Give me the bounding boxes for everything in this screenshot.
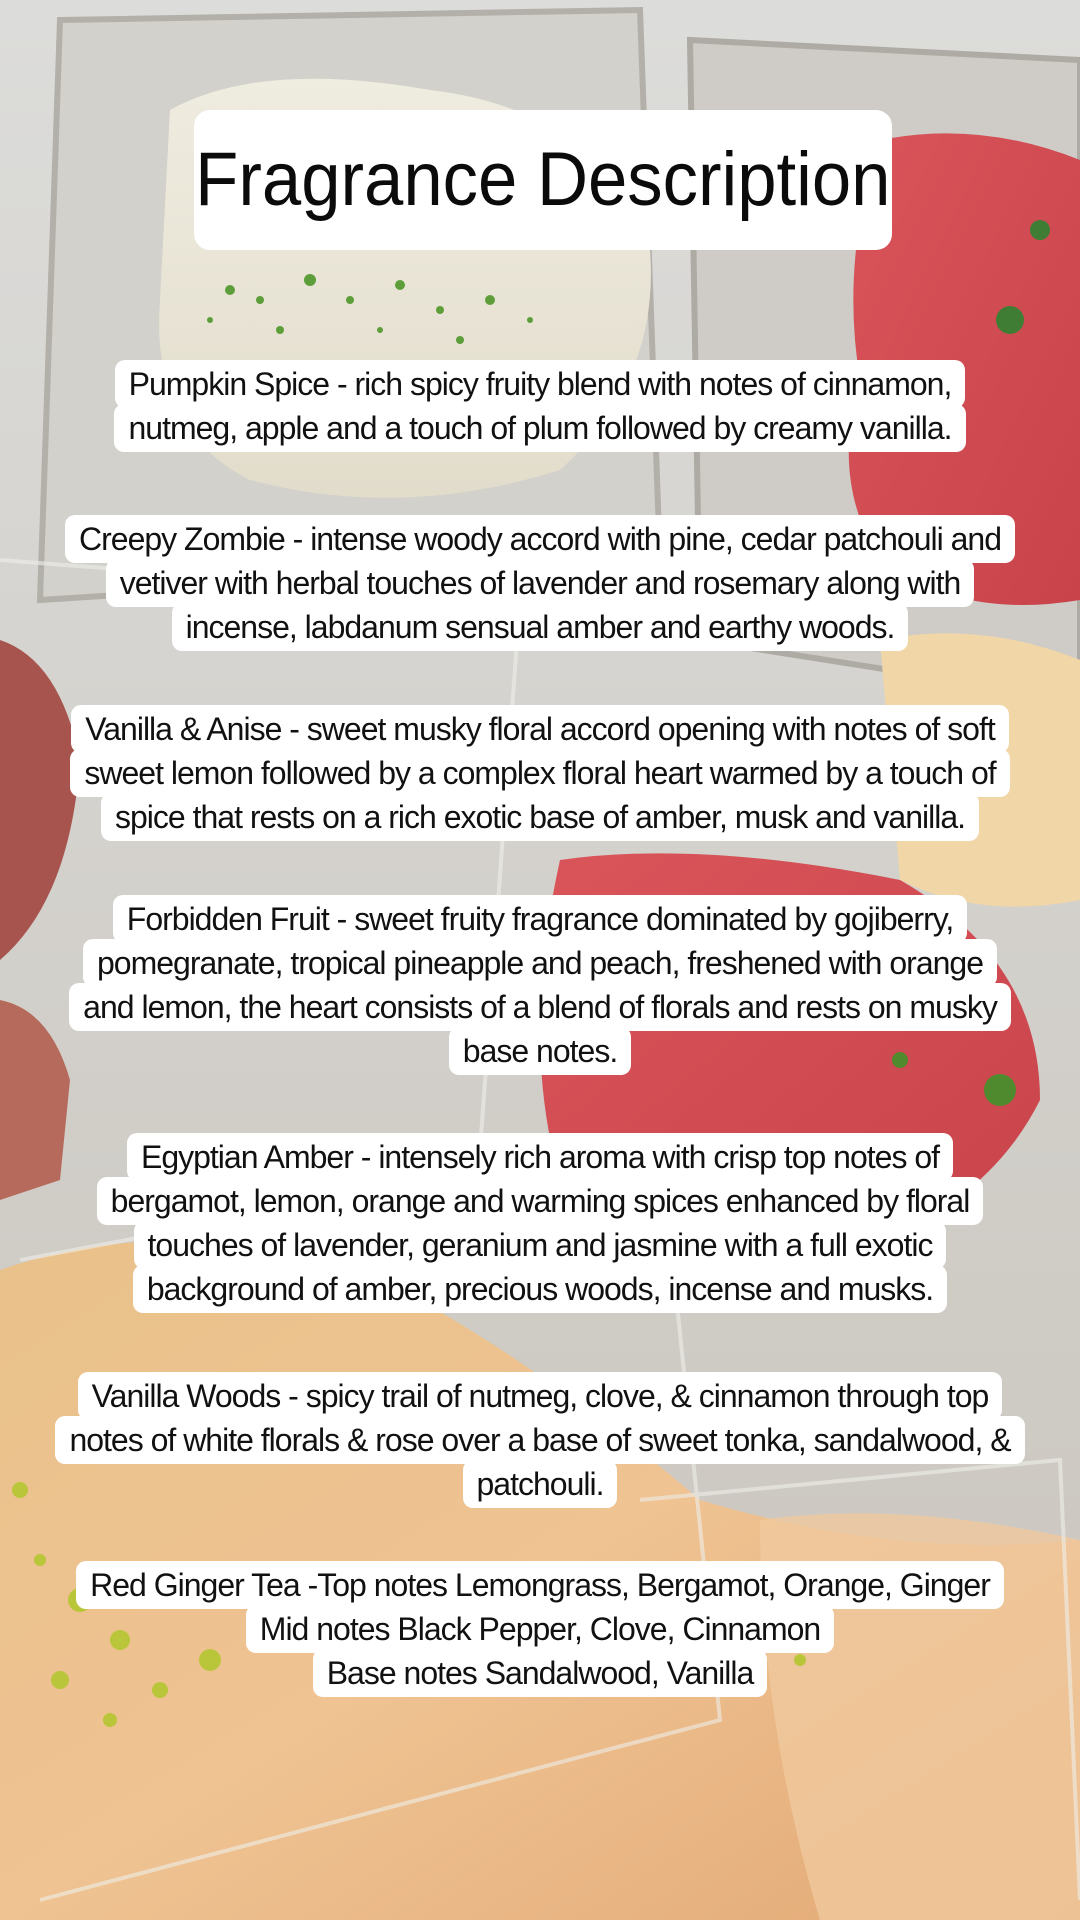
description-line: Base notes Sandalwood, Vanilla <box>313 1649 768 1697</box>
description-line: notes of white florals & rose over a base of sweet tonka, sandalwood, & <box>55 1416 1024 1464</box>
fragrance-description-vanilla-woods <box>40 1372 1040 1508</box>
description-line: Pumpkin Spice - rich spicy fruity blend with notes of cinnamon, <box>115 360 966 408</box>
description-line: incense, labdanum sensual amber and earthy woods. <box>172 603 909 651</box>
page-title: Fragrance Description <box>195 137 891 222</box>
fragrance-description-pumpkin-spice <box>40 360 1040 452</box>
description-line: vetiver with herbal touches of lavender and rosemary along with <box>106 559 975 607</box>
description-line: Vanilla Woods - spicy trail of nutmeg, clove, & cinnamon through top <box>78 1372 1003 1420</box>
fragrance-description-forbidden-fruit <box>40 895 1040 1075</box>
fragrance-description-red-ginger-tea <box>40 1561 1040 1697</box>
description-line: sweet lemon followed by a complex floral heart warmed by a touch of <box>70 749 1009 797</box>
description-line: patchouli. <box>463 1460 618 1508</box>
description-line: Vanilla & Anise - sweet musky floral accord opening with notes of soft <box>71 705 1008 753</box>
description-line: base notes. <box>449 1027 631 1075</box>
description-line: bergamot, lemon, orange and warming spices enhanced by floral <box>97 1177 984 1225</box>
description-line: Forbidden Fruit - sweet fruity fragrance dominated by gojiberry, <box>113 895 967 943</box>
title-box <box>194 110 892 250</box>
description-line: Egyptian Amber - intensely rich aroma with crisp top notes of <box>127 1133 953 1181</box>
description-line: Red Ginger Tea -Top notes Lemongrass, Bergamot, Orange, Ginger <box>76 1561 1004 1609</box>
description-line: Mid notes Black Pepper, Clove, Cinnamon <box>246 1605 834 1653</box>
description-line: spice that rests on a rich exotic base of amber, musk and vanilla. <box>101 793 979 841</box>
description-line: pomegranate, tropical pineapple and peach, freshened with orange <box>83 939 997 987</box>
description-line: and lemon, the heart consists of a blend of florals and rests on musky <box>69 983 1011 1031</box>
fragrance-description-creepy-zombie <box>40 515 1040 651</box>
fragrance-description-egyptian-amber <box>40 1133 1040 1313</box>
fragrance-description-vanilla-anise <box>40 705 1040 841</box>
description-line: nutmeg, apple and a touch of plum followed by creamy vanilla. <box>114 404 965 452</box>
description-line: touches of lavender, geranium and jasmine with a full exotic <box>134 1221 947 1269</box>
description-line: Creepy Zombie - intense woody accord with pine, cedar patchouli and <box>65 515 1015 563</box>
description-line: background of amber, precious woods, incense and musks. <box>133 1265 947 1313</box>
